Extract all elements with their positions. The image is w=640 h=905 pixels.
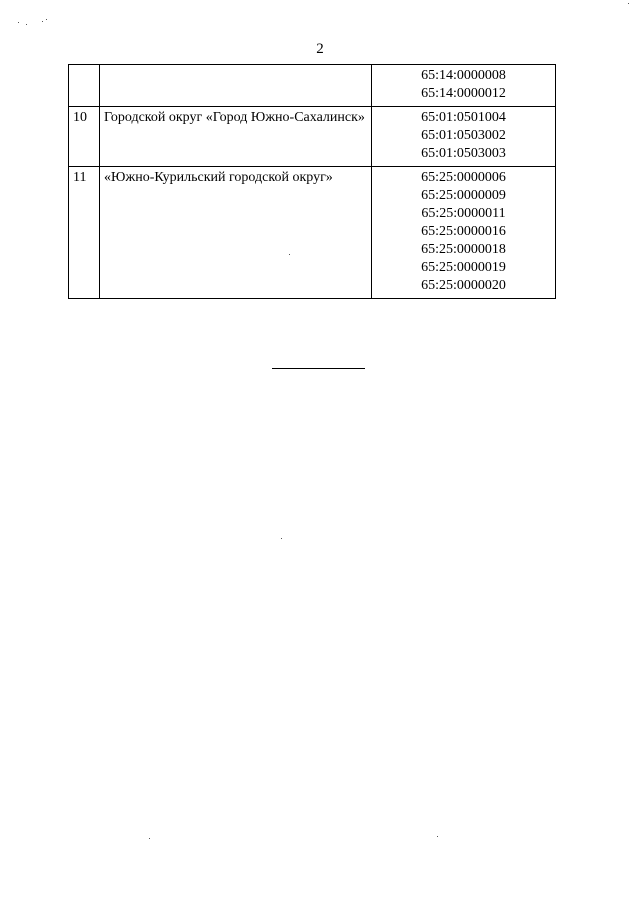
- cadastral-codes-cell: [372, 167, 556, 299]
- page-number: 2: [316, 41, 324, 57]
- scan-speck: [289, 254, 290, 255]
- cadastral-code: 65:25:0000009: [421, 188, 506, 203]
- scan-speck: [42, 21, 43, 22]
- scan-speck: [26, 24, 27, 25]
- scan-speck: [437, 836, 438, 837]
- cadastral-table: [68, 64, 556, 299]
- cadastral-code: 65:25:0000011: [421, 206, 506, 221]
- cadastral-code: 65:01:0503002: [421, 128, 506, 143]
- cadastral-codes-cell: [372, 65, 556, 107]
- table-row: [69, 107, 556, 167]
- scan-speck: [18, 22, 19, 23]
- row-number-cell: [69, 65, 100, 107]
- cadastral-code: 65:01:0501004: [421, 110, 506, 125]
- cadastral-code: 65:14:0000012: [421, 86, 506, 101]
- row-number-cell: 11: [69, 167, 100, 299]
- district-name-cell: [100, 65, 372, 107]
- cadastral-codes-cell: [372, 107, 556, 167]
- scan-speck: [281, 538, 282, 539]
- cadastral-code: 65:25:0000018: [421, 242, 506, 257]
- table-row: [69, 65, 556, 107]
- scan-speck: [628, 3, 629, 4]
- cadastral-code: 65:25:0000006: [421, 170, 506, 185]
- district-name-cell: Городской округ «Город Южно-Сахалинск»: [100, 107, 372, 167]
- scan-speck: [149, 838, 150, 839]
- district-name-cell: «Южно-Курильский городской округ»: [100, 167, 372, 299]
- table-row: [69, 167, 556, 299]
- scan-speck: [46, 19, 47, 20]
- row-number-cell: 10: [69, 107, 100, 167]
- cadastral-code: 65:14:0000008: [421, 68, 506, 83]
- end-of-document-rule: [272, 368, 365, 369]
- cadastral-code: 65:25:0000019: [421, 260, 506, 275]
- cadastral-code: 65:25:0000016: [421, 224, 506, 239]
- cadastral-code: 65:25:0000020: [421, 278, 506, 293]
- cadastral-code: 65:01:0503003: [421, 146, 506, 161]
